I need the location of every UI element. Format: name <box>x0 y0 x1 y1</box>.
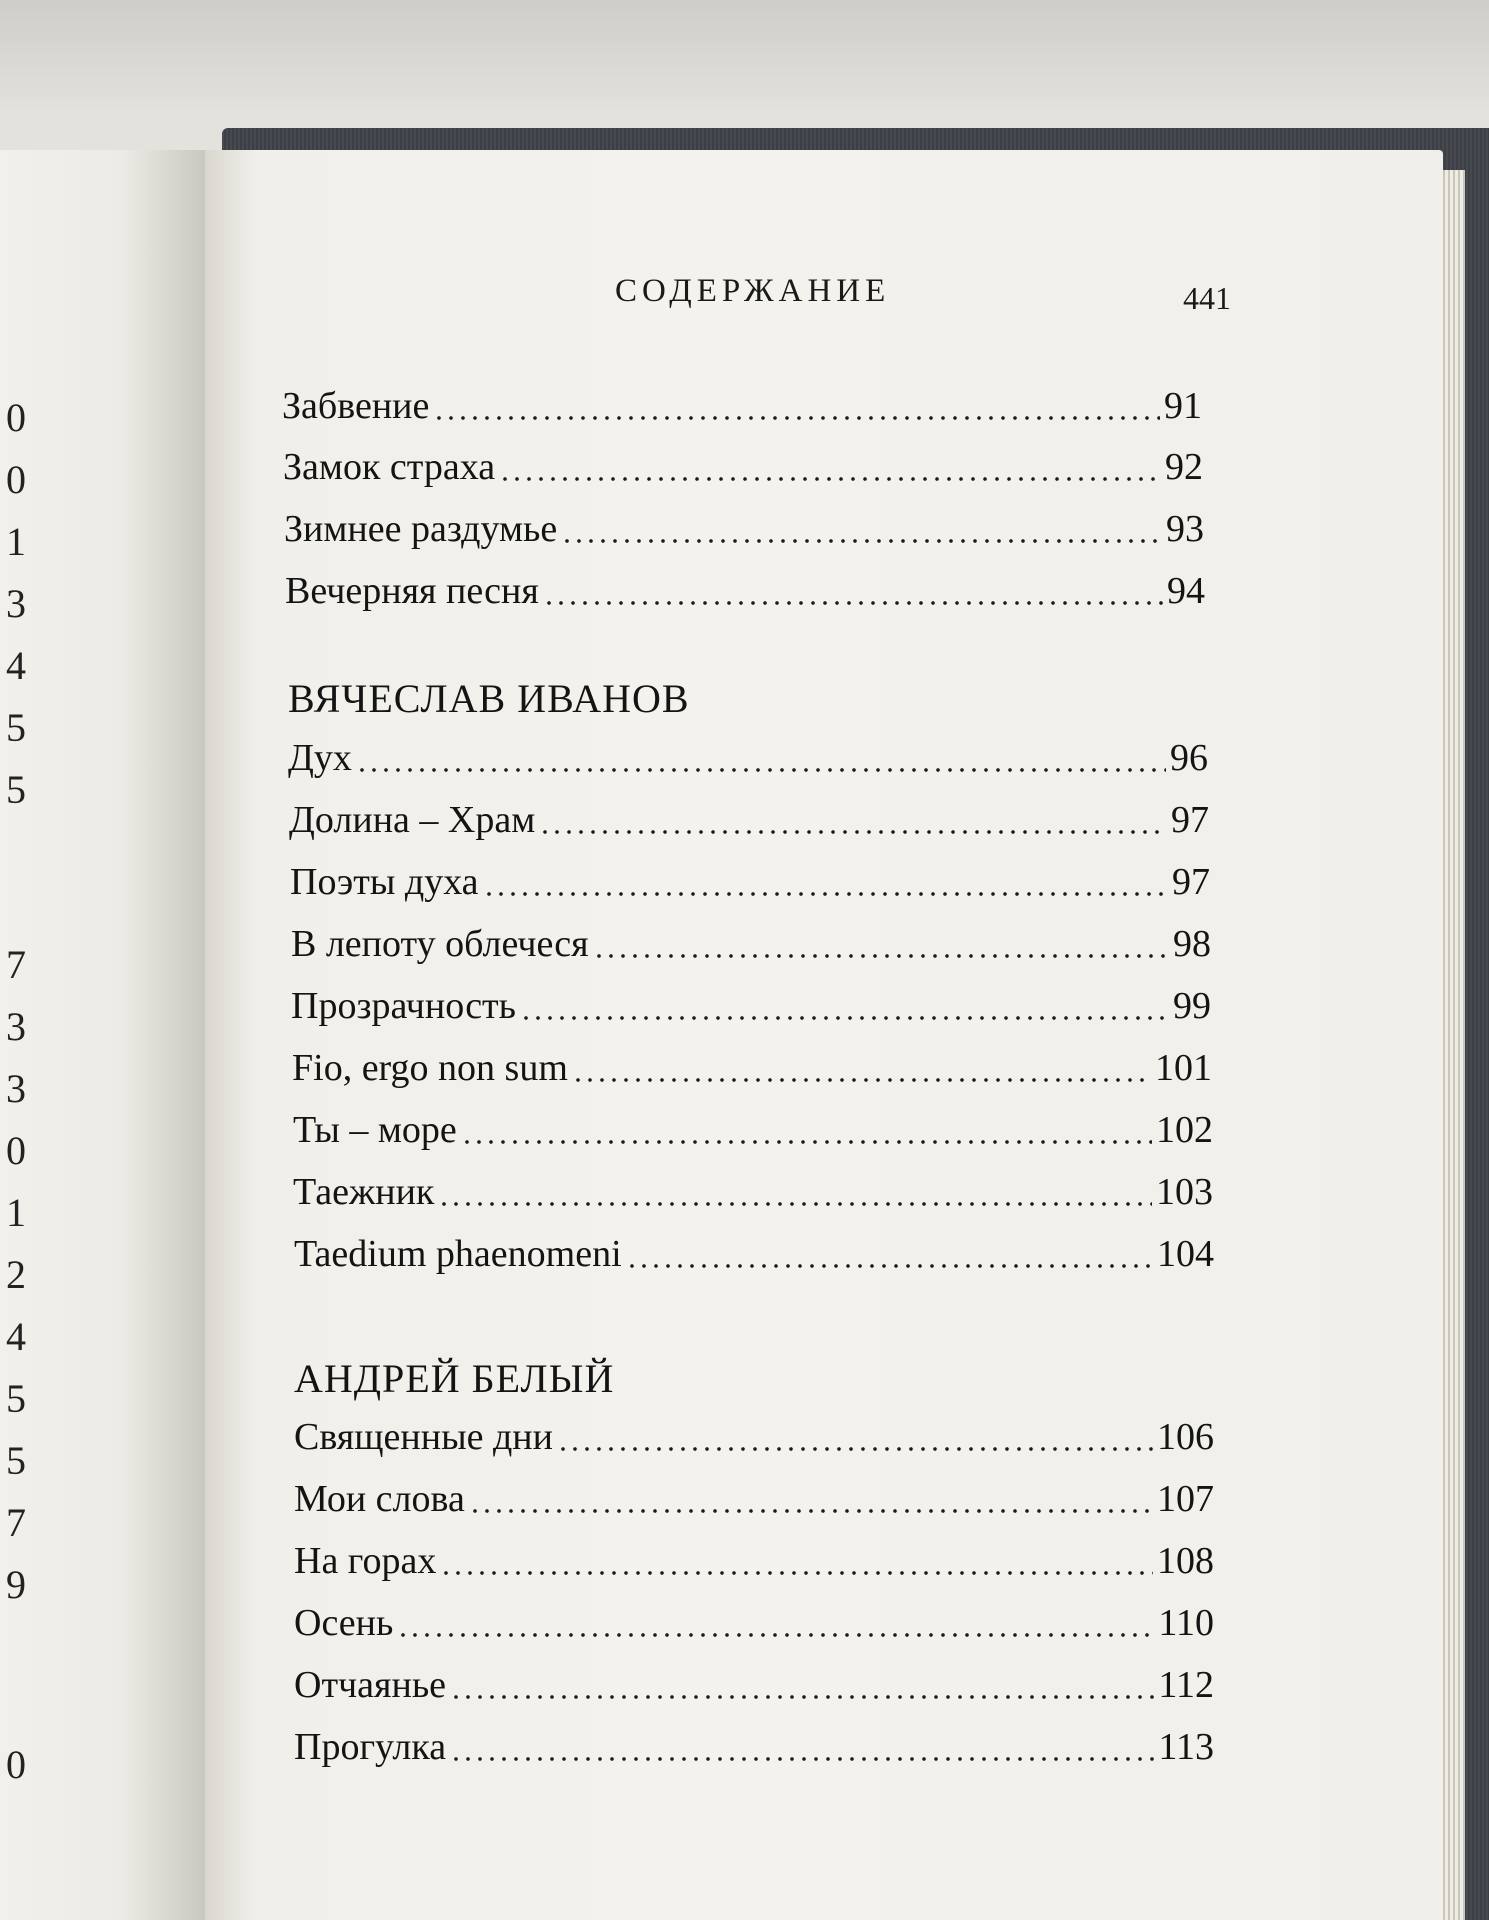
left-page-number: 5 <box>6 705 26 750</box>
toc-entry <box>294 1235 1214 1273</box>
left-page-number: 1 <box>6 519 26 564</box>
toc-entry <box>291 925 1211 963</box>
entry-title: Долина – Храм <box>289 799 536 841</box>
entry-title: В лепоту облечеся <box>291 923 589 965</box>
toc-entry <box>290 863 1210 901</box>
entry-title: Поэты духа <box>290 861 479 903</box>
left-page-number: 0 <box>6 1742 26 1787</box>
entry-page: 97 <box>1172 861 1210 903</box>
entry-page: 93 <box>1166 508 1204 550</box>
left-page-number: 7 <box>6 1500 26 1545</box>
toc-entry <box>294 1480 1214 1518</box>
entry-title: Вечерняя песня <box>285 570 539 612</box>
entry-page: 108 <box>1157 1540 1214 1582</box>
dot-leader <box>539 829 1167 835</box>
dot-leader <box>440 1570 1153 1576</box>
entry-title: На горах <box>294 1540 437 1582</box>
entry-page: 92 <box>1165 446 1203 488</box>
entry-page: 104 <box>1157 1233 1214 1275</box>
toc-entry <box>292 1049 1212 1087</box>
author-heading: ВЯЧЕСЛАВ ИВАНОВ <box>288 676 690 721</box>
left-page-number: 4 <box>6 1314 26 1359</box>
dot-leader <box>543 600 1163 606</box>
toc-entry <box>288 739 1208 777</box>
entry-title: Зимнее раздумье <box>284 508 558 550</box>
entry-page: 101 <box>1155 1047 1212 1089</box>
dot-leader <box>561 538 1162 544</box>
dot-leader <box>450 1756 1154 1762</box>
dot-leader <box>483 891 1168 897</box>
toc-entry <box>289 801 1209 839</box>
left-page-number: 5 <box>6 1376 26 1421</box>
entry-title: Осень <box>294 1602 394 1644</box>
left-page-number: 3 <box>6 581 26 626</box>
author-heading: АНДРЕЙ БЕЛЫЙ <box>294 1356 615 1401</box>
dot-leader <box>557 1446 1153 1452</box>
toc-entry <box>293 1111 1213 1149</box>
left-page-number: 2 <box>6 1252 26 1297</box>
dot-leader <box>626 1263 1153 1269</box>
entry-title: Забвение <box>282 385 430 427</box>
toc-entry <box>284 510 1204 548</box>
left-page-number: 0 <box>6 1128 26 1173</box>
entry-page: 96 <box>1170 737 1208 779</box>
left-page-number: 1 <box>6 1190 26 1235</box>
dot-leader <box>450 1694 1154 1700</box>
entry-title: Прозрачность <box>291 985 516 1027</box>
dot-leader <box>461 1139 1152 1145</box>
toc-entry <box>291 987 1211 1025</box>
dot-leader <box>593 953 1169 959</box>
page-number: 441 <box>1183 280 1231 316</box>
left-page-number: 3 <box>6 1066 26 1111</box>
toc-entry <box>294 1542 1214 1580</box>
entry-title: Taedium phaenomeni <box>294 1233 622 1275</box>
entry-page: 91 <box>1164 385 1202 427</box>
dot-leader <box>499 476 1161 482</box>
toc-entry <box>294 1604 1214 1642</box>
left-page-number: 0 <box>6 395 26 440</box>
toc-entry <box>285 572 1205 610</box>
entry-page: 113 <box>1158 1726 1214 1768</box>
left-page-number: 3 <box>6 1004 26 1049</box>
left-page-number: 0 <box>6 457 26 502</box>
entry-title: Замок страха <box>283 446 496 488</box>
entry-page: 103 <box>1156 1171 1213 1213</box>
entry-title: Отчаянье <box>294 1664 447 1706</box>
entry-page: 94 <box>1167 570 1205 612</box>
dot-leader <box>356 767 1166 773</box>
entry-title: Мои слова <box>294 1478 465 1520</box>
toc-entry <box>283 448 1203 486</box>
left-page-number: 7 <box>6 942 26 987</box>
toc-entry <box>293 1173 1213 1211</box>
contents-page <box>205 150 1443 1920</box>
entry-title: Таежник <box>293 1171 435 1213</box>
page-title: СОДЕРЖАНИЕ <box>615 273 891 309</box>
entry-page: 112 <box>1158 1664 1214 1706</box>
entry-page: 106 <box>1157 1416 1214 1458</box>
dot-leader <box>469 1508 1153 1514</box>
entry-page: 99 <box>1173 985 1211 1027</box>
toc-entry <box>294 1418 1214 1456</box>
entry-page: 102 <box>1156 1109 1213 1151</box>
dot-leader <box>572 1077 1151 1083</box>
entry-title: Прогулка <box>294 1726 447 1768</box>
dot-leader <box>520 1015 1169 1021</box>
left-page-number: 9 <box>6 1562 26 1607</box>
entry-title: Ты – море <box>293 1109 457 1151</box>
entry-page: 110 <box>1158 1602 1214 1644</box>
dot-leader <box>397 1632 1154 1638</box>
entry-page: 97 <box>1171 799 1209 841</box>
dot-leader <box>438 1201 1152 1207</box>
left-page-number: 5 <box>6 767 26 812</box>
left-page-number: 5 <box>6 1438 26 1483</box>
dot-leader <box>433 415 1160 421</box>
toc-entry <box>294 1728 1214 1766</box>
entry-title: Дух <box>288 737 352 779</box>
left-page <box>0 150 205 1920</box>
left-page-number: 4 <box>6 643 26 688</box>
entry-page: 98 <box>1173 923 1211 965</box>
toc-entry <box>282 387 1202 425</box>
toc-entry <box>294 1666 1214 1704</box>
entry-title: Священные дни <box>294 1416 553 1458</box>
entry-title: Fio, ergo non sum <box>292 1047 568 1089</box>
entry-page: 107 <box>1157 1478 1214 1520</box>
